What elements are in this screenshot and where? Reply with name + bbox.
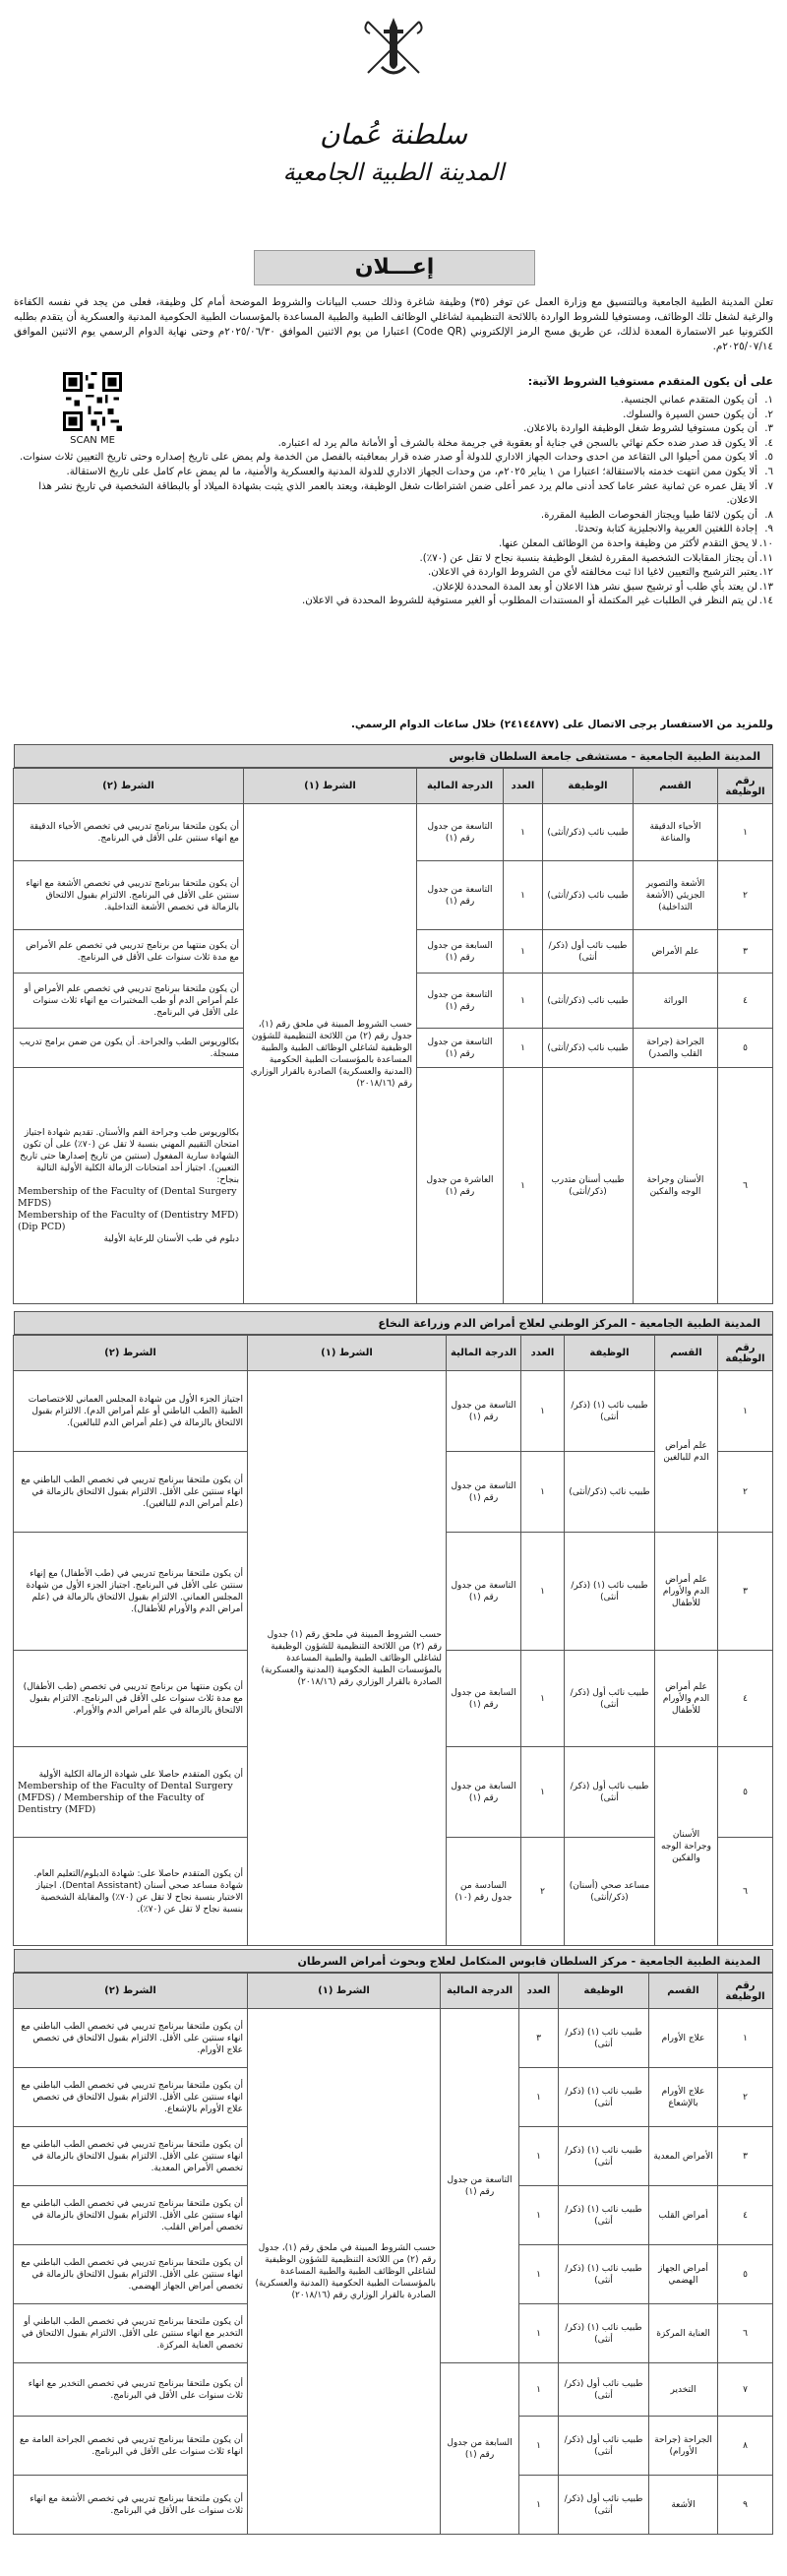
- job-number: ٩: [718, 2476, 773, 2535]
- condition-2-text: أن يكون ملتحقا ببرنامج تدريبي في تخصص الطب الباطني مع انهاء سنتين على الأقل. الالتزام بقبول الالتحاق بالزمالة في تخصص أمراض الجهاز الهضمي.: [21, 2257, 243, 2292]
- job-title: مساعد صحي (أسنان) (ذكر/أنثى): [565, 1838, 655, 1946]
- condition-2: [14, 1747, 248, 1838]
- conditions-list: [16, 394, 773, 609]
- job-count: ١: [504, 804, 543, 861]
- condition-text: ألا يكون ممن انتهت خدمته بالاستقالة؛ اعتبارا من ١ يناير ٢٠٢٥م، من وحدات الجهاز الاداري للدولة المدنية والعسكرية والأمنية، ما لم يمض عام كامل على تاريخ الاستقالة.: [66, 466, 757, 477]
- table-cancer-center: [14, 1949, 773, 2535]
- job-count: ٢: [521, 1838, 565, 1946]
- condition-2-english: Membership of the Faculty of (Dentistry MFD): [18, 1209, 239, 1221]
- condition-2: [14, 1371, 248, 1452]
- job-title: طبيب نائب (١) (ذكر/أنثى): [559, 2068, 649, 2127]
- department: الأسنان وجراحة الوجه والفكين: [655, 1747, 718, 1946]
- financial-grade: التاسعة من جدول رقم (١): [417, 804, 504, 861]
- condition-2: [14, 2476, 248, 2535]
- oman-emblem-icon: [354, 8, 433, 87]
- condition-1: حسب الشروط المبينة في ملحق رقم (١) جدول رقم (٢) من اللائحة التنظيمية للشؤون الوظيفية لشاغلي الوظائف الطبية والطبية المساعدة بالمؤسسات الطبية الحكومية (المدنية والعسكرية) الصادرة بالقرار الوزاري رقم (٢٠١٨/١٦): [248, 1371, 447, 1946]
- condition-number: ١١.: [758, 552, 773, 564]
- condition-item: [16, 552, 773, 567]
- condition-2: [14, 2186, 248, 2245]
- job-title: طبيب نائب أول (ذكر/أنثى): [559, 2363, 649, 2417]
- table-row: [14, 1371, 773, 1452]
- condition-item: [16, 537, 773, 552]
- department: الأسنان وجراحة الوجه والفكين: [634, 1068, 718, 1304]
- column-header: رقم الوظيفة: [718, 769, 773, 804]
- condition-2-english: (Dip PCD): [18, 1221, 66, 1232]
- condition-1: حسب الشروط المبينة في ملحق رقم (١)، جدول رقم (٢) من اللائحة التنظيمية للشؤون الوظيفية لشاغلي الوظائف الطبية والطبية المساعدة بالمؤسسات الطبية الحكومية (المدنية والعسكرية) الصادرة بالقرار الوزاري رقم (٢٠١٨/١٦): [244, 804, 417, 1304]
- condition-number: ٥.: [764, 452, 773, 464]
- job-number: ٦: [718, 1068, 773, 1304]
- job-count: ١: [504, 930, 543, 974]
- condition-item: [16, 566, 773, 581]
- condition-number: ٢.: [764, 408, 773, 420]
- condition-number: ١٤.: [758, 596, 773, 607]
- condition-text: أن يكون المتقدم عماني الجنسية.: [620, 395, 757, 406]
- financial-grade: التاسعة من جدول رقم (١): [447, 1452, 521, 1533]
- department: الأحياء الدقيقة والمناعة: [634, 804, 718, 861]
- department: علاج الأورام: [649, 2009, 718, 2068]
- column-header: الوظيفة: [565, 1336, 655, 1371]
- job-count: ١: [504, 861, 543, 930]
- job-count: ١: [521, 1651, 565, 1747]
- department: الوراثة: [634, 974, 718, 1029]
- job-number: ٥: [718, 2245, 773, 2304]
- department: علم الأمراض: [634, 930, 718, 974]
- job-count: ١: [519, 2363, 559, 2417]
- job-title: طبيب نائب أول (ذكر/أنثى): [543, 930, 634, 974]
- department: علم أمراض الدم للبالغين: [655, 1371, 718, 1533]
- job-title: طبيب نائب (١) (ذكر/أنثى): [559, 2127, 649, 2186]
- department: الأشعة والتصوير الجزيئي (الأشعة التداخلية): [634, 861, 718, 930]
- column-header: العدد: [519, 1974, 559, 2009]
- job-number: ١: [718, 1371, 773, 1452]
- condition-text: أن يجتاز المقابلات الشخصية المقررة لشغل الوظيفة بنسبة نجاح لا تقل عن (٧٠٪).: [419, 552, 757, 564]
- department: أمراض القلب: [649, 2186, 718, 2245]
- column-header: الوظيفة: [559, 1974, 649, 2009]
- condition-2-text: أن يكون منتهيا من برنامج تدريبي في تخصص علم الأمراض مع مدة ثلاث سنوات على الأقل في البرنامج.: [26, 940, 239, 963]
- department: الجراحة (جراحة القلب والصدر): [634, 1029, 718, 1068]
- condition-2-text: بكالوريوس طب وجراحة الفم والأسنان. تقديم شهادة اجتياز امتحان التقييم المهني بنسبة لا تقل عن (٧٠٪) على أن تكون الشهادة سارية المفعول (سنتين من تاريخ إصدارها حتى تاريخ التعيين). اجتياز أحد امتحانات الزمالة الكلية الأولية التالية بنجاح:: [20, 1127, 239, 1185]
- job-title: طبيب نائب (ذكر/أنثى): [543, 861, 634, 930]
- financial-grade: العاشرة من جدول رقم (١): [417, 1068, 504, 1304]
- condition-text: لن يتم النظر في الطلبات غير المكتملة أو المستندات المطلوب أو الغير مستوفية للشروط المحددة في الاعلان.: [301, 596, 757, 607]
- condition-text: يعتبر الترشيح والتعيين لاغيا اذا ثبت مخالفته لأي من الشروط الواردة في الاعلان.: [428, 567, 757, 579]
- job-count: ١: [519, 2417, 559, 2476]
- condition-item: [16, 437, 773, 452]
- column-header: القسم: [634, 769, 718, 804]
- job-count: ١: [504, 974, 543, 1029]
- condition-2-text: بكالوريوس الطب والجراحة. أن يكون من ضمن برامج تدريب مسجلة.: [19, 1037, 239, 1059]
- job-number: ٢: [718, 2068, 773, 2127]
- condition-number: ٧.: [764, 480, 773, 492]
- condition-number: ٨.: [764, 509, 773, 521]
- job-number: ٢: [718, 1452, 773, 1533]
- condition-text: إجادة اللغتين العربية والانجليزية كتابة وتحدثا.: [575, 524, 757, 535]
- department: العناية المركزة: [649, 2304, 718, 2363]
- job-number: ١: [718, 804, 773, 861]
- job-title: طبيب نائب (ذكر/أنثى): [565, 1452, 655, 1533]
- jobs-table: [13, 1335, 773, 1946]
- condition-2-text: أن يكون منتهيا من برنامج تدريبي في تخصص (طب الأطفال) مع مدة ثلاث سنوات على الأقل في البرنامج. الالتزام بقبول الالتحاق بالزمالة في علم أمراض الدم والأورام.: [23, 1681, 243, 1716]
- gov-subtitle: المدينة الطبية الجامعية: [282, 158, 505, 186]
- job-number: ٣: [718, 930, 773, 974]
- condition-2: [14, 974, 244, 1029]
- condition-2-english: Membership of the Faculty of (Dental Surgery MFDS): [18, 1185, 237, 1209]
- job-number: ٦: [718, 2304, 773, 2363]
- job-title: طبيب نائب (١) (ذكر/أنثى): [559, 2245, 649, 2304]
- condition-item: [16, 523, 773, 537]
- job-title: طبيب أسنان متدرب (ذكر/أنثى): [543, 1068, 634, 1304]
- job-number: ٤: [718, 1651, 773, 1747]
- condition-number: ٣.: [764, 423, 773, 435]
- financial-grade: السابعة من جدول رقم (١): [447, 1651, 521, 1747]
- financial-grade: التاسعة من جدول رقم (١): [417, 974, 504, 1029]
- column-header: الشرط (٢): [14, 769, 244, 804]
- condition-2-english: Membership of the Faculty of Dental Surgery (MFDS) / Membership of the Faculty of Dentistry (MFD): [18, 1780, 233, 1815]
- condition-2: [14, 2009, 248, 2068]
- job-number: ٢: [718, 861, 773, 930]
- job-title: طبيب نائب (١) (ذكر/أنثى): [565, 1371, 655, 1452]
- financial-grade: التاسعة من جدول رقم (١): [417, 1029, 504, 1068]
- column-header: الشرط (١): [248, 1336, 447, 1371]
- condition-2: [14, 1838, 248, 1946]
- condition-2-tail: دبلوم في طب الأسنان للرعاية الأولية: [103, 1233, 239, 1244]
- condition-number: ٩.: [764, 524, 773, 535]
- job-number: ٦: [718, 1838, 773, 1946]
- condition-1: حسب الشروط المبينة في ملحق رقم (١)، جدول رقم (٢) من اللائحة التنظيمية للشؤون الوظيفية لشاغلي الوظائف الطبية والطبية المساعدة بالمؤسسات الطبية الحكومية (المدنية والعسكرية) الصادرة بالقرار الوزاري رقم (٢٠١٨/١٦): [248, 2009, 441, 2535]
- column-header: الشرط (٢): [14, 1974, 248, 2009]
- condition-2-text: أن يكون ملتحقا ببرنامج تدريبي في تخصص الأشعة مع انهاء سنتين على الأقل في البرنامج. الالتزام بقبول الالتحاق بالزمالة في تخصص الأشعة التداخلية.: [26, 878, 239, 912]
- intro-paragraph: تعلن المدينة الطبية الجامعية وبالتنسيق مع وزارة العمل عن توفر (٣٥) وظيفة شاغرة وذلك حسب البيانات والشروط الموضحة أمام كل وظيفة، فعلى من يجد في نفسه الكفاءة والرغبة لشغل تلك الوظائف، ومستوفيا للشروط الواردة باللائحة التنظيمية لشاغلي الوظائف الطبية والطبية المساعدة بالمؤسسات الطبية الحكومية المدنية والعسكرية أن يتقدم بطلبه الكترونيا عبر الاستمارة المعدة لذلك، عن طريق مسح الرمز الإلكتروني (Code QR) اعتبارا من يوم الاثنين الموافق ٢٠٢٥/٠٦/٣٠م وحتى نهاية الدوام الرسمي يوم الاثنين الموافق ٢٠٢٥/٠٧/١٤م.: [14, 296, 773, 352]
- job-title: طبيب نائب أول (ذكر/أنثى): [565, 1747, 655, 1838]
- financial-grade: السابعة من جدول رقم (١): [417, 930, 504, 974]
- job-number: ٥: [718, 1747, 773, 1838]
- condition-text: ألا يكون ممن أحيلوا الى التقاعد من احدى وحدات الجهاز الاداري للدولة أو صدر ضده قرار بمعاقبته بالفصل من الخدمة ولم يمض على تاريخ إصداره وحتى تاريخ التعيين ثلاث سنوات.: [20, 452, 757, 464]
- department: علاج الأورام بالإشعاع: [649, 2068, 718, 2127]
- condition-number: ٦.: [764, 466, 773, 477]
- financial-grade: التاسعة من جدول رقم (١): [447, 1533, 521, 1651]
- header: [0, 8, 787, 126]
- condition-2-text: أن يكون ملتحقا ببرنامج تدريبي في تخصص الطب الباطني مع انهاء سنتين على الأقل. الالتزام بقبول الالتحاق في تخصص علاج الأورام بالإشعاع.: [21, 2080, 243, 2114]
- condition-item: [16, 466, 773, 480]
- column-header: الوظيفة: [543, 769, 634, 804]
- department: علم أمراض الدم والأورام للأطفال: [655, 1651, 718, 1747]
- condition-2-text: أن يكون ملتحقا ببرنامج تدريبي في تخصص الطب الباطني مع انهاء سنتين على الأقل. الالتزام بقبول الالتحاق بالزمالة في تخصص الأمراض المعدية.: [21, 2139, 243, 2173]
- job-count: ١: [519, 2476, 559, 2535]
- job-title: طبيب نائب أول (ذكر/أنثى): [559, 2417, 649, 2476]
- condition-2: [14, 1029, 244, 1068]
- column-header: الشرط (١): [244, 769, 417, 804]
- financial-grade: السادسة من جدول رقم (١٠): [447, 1838, 521, 1946]
- condition-2: [14, 2245, 248, 2304]
- job-number: ١: [718, 2009, 773, 2068]
- table-hematology-center: [14, 1311, 773, 1946]
- condition-item: [16, 394, 773, 408]
- condition-2-text: أن يكون ملتحقا ببرنامج تدريبي في تخصص الطب الباطني مع انهاء سنتين على الأقل. الالتزام بقبول الالتحاق بالزمالة في (علم أمراض الدم للبالغين).: [21, 1475, 243, 1509]
- condition-number: ١٣.: [758, 581, 773, 593]
- condition-item: [16, 408, 773, 423]
- condition-item: [16, 451, 773, 466]
- job-number: ٨: [718, 2417, 773, 2476]
- condition-2-text: أن يكون ملتحقا ببرنامج تدريبي في (طب الأطفال) مع إنهاء سنتين على الأقل في البرنامج. اجتياز الجزء الأول من شهادة المجلس العماني. الالتزام بقبول الالتحاق بالزمالة في (علم أمراض الدم والأورام للأطفال).: [26, 1568, 243, 1614]
- table-row: [14, 804, 773, 861]
- column-header: رقم الوظيفة: [718, 1336, 773, 1371]
- financial-grade: السابعة من جدول رقم (١): [441, 2363, 519, 2535]
- condition-2: [14, 2363, 248, 2417]
- table-title: المدينة الطبية الجامعية - مركز السلطان قابوس المتكامل لعلاج وبحوث أمراض السرطان: [14, 1949, 773, 1973]
- job-count: ١: [521, 1452, 565, 1533]
- condition-2: [14, 861, 244, 930]
- gov-title: سلطنة عُمان: [319, 118, 468, 151]
- column-header: الشرط (٢): [14, 1336, 248, 1371]
- condition-2: [14, 930, 244, 974]
- jobs-table: [13, 1973, 773, 2535]
- column-header: القسم: [649, 1974, 718, 2009]
- job-title: طبيب نائب (١) (ذكر/أنثى): [565, 1533, 655, 1651]
- contact-line: وللمزيد من الاستفسار يرجى الاتصال على (٢٤١٤٤٨٧٧) خلال ساعات الدوام الرسمي.: [350, 719, 773, 730]
- condition-text: أن يكون مستوفيا لشروط شغل الوظيفة الواردة بالاعلان.: [523, 423, 757, 435]
- job-count: ٣: [519, 2009, 559, 2068]
- scan-me-label: SCAN ME: [70, 435, 115, 446]
- condition-item: [16, 509, 773, 524]
- condition-2: [14, 1651, 248, 1747]
- condition-2-text: أن يكون ملتحقا ببرنامج تدريبي في تخصص الجراحة العامة مع انهاء ثلاث سنوات على الأقل في البرنامج.: [19, 2434, 243, 2457]
- condition-number: ١٠.: [758, 537, 773, 549]
- condition-text: أن يكون حسن السيرة والسلوك.: [623, 408, 757, 420]
- column-header: الدرجة المالية: [417, 769, 504, 804]
- condition-2-text: أن يكون المتقدم حاصلا على: شهادة الدبلوم/التعليم العام. شهادة مساعد صحي أسنان (Dental Assistant). اجتياز الاختبار بنسبة نجاح لا تقل عن (٧٠٪) والمقابلة الشخصية بنسبة نجاح لا تقل عن (٧٠٪).: [33, 1868, 243, 1915]
- job-count: ١: [519, 2186, 559, 2245]
- financial-grade: التاسعة من جدول رقم (١): [447, 1371, 521, 1452]
- condition-2: [14, 2068, 248, 2127]
- column-header: القسم: [655, 1336, 718, 1371]
- job-number: ٥: [718, 1029, 773, 1068]
- condition-number: ١٢.: [758, 567, 773, 579]
- table-title: المدينة الطبية الجامعية - المركز الوطني لعلاج أمراض الدم وزراعة النخاع: [14, 1311, 773, 1335]
- condition-number: ٤.: [764, 437, 773, 449]
- condition-2-text: أن يكون ملتحقا ببرنامج تدريبي في تخصص الأشعة مع انهاء ثلاث سنوات على الأقل في البرنامج.: [30, 2493, 243, 2516]
- table-squh: [14, 744, 773, 1304]
- column-header: العدد: [521, 1336, 565, 1371]
- job-number: ٤: [718, 974, 773, 1029]
- job-count: ١: [519, 2127, 559, 2186]
- condition-2-text: أن يكون ملتحقا ببرنامج تدريبي في تخصص الأحياء الدقيقة مع انهاء سنتين على الأقل في البرنامج.: [30, 821, 239, 844]
- table-title: المدينة الطبية الجامعية - مستشفى جامعة السلطان قابوس: [14, 744, 773, 768]
- job-number: ٣: [718, 2127, 773, 2186]
- condition-2-text: أن يكون المتقدم حاصلا على شهادة الزمالة الكلية الأولية: [38, 1769, 243, 1780]
- conditions-title: على أن يكون المتقدم مستوفيا الشروط الآتية:: [527, 375, 773, 388]
- job-title: طبيب نائب (ذكر/أنثى): [543, 1029, 634, 1068]
- condition-2-text: أن يكون ملتحقا ببرنامج تدريبي في تخصص الطب الباطني مع انهاء سنتين على الأقل. الالتزام بقبول الالتحاق في تخصص علاج الأورام.: [21, 2021, 243, 2055]
- job-title: طبيب نائب (ذكر/أنثى): [543, 804, 634, 861]
- job-count: ١: [521, 1371, 565, 1452]
- job-count: ١: [521, 1747, 565, 1838]
- department: التخدير: [649, 2363, 718, 2417]
- financial-grade: التاسعة من جدول رقم (١): [417, 861, 504, 930]
- job-title: طبيب نائب (١) (ذكر/أنثى): [559, 2304, 649, 2363]
- condition-2: [14, 2417, 248, 2476]
- job-count: ١: [504, 1068, 543, 1304]
- job-number: ٤: [718, 2186, 773, 2245]
- condition-number: ١.: [764, 395, 773, 406]
- column-header: الشرط (١): [248, 1974, 441, 2009]
- condition-item: [16, 422, 773, 437]
- financial-grade: التاسعة من جدول رقم (١): [441, 2009, 519, 2363]
- column-header: رقم الوظيفة: [718, 1974, 773, 2009]
- condition-2: [14, 804, 244, 861]
- department: أمراض الجهاز الهضمي: [649, 2245, 718, 2304]
- financial-grade: السابعة من جدول رقم (١): [447, 1747, 521, 1838]
- condition-text: أن يكون لائقا طبيا ويجتاز الفحوصات الطبية المقررة.: [540, 509, 757, 521]
- column-header: الدرجة المالية: [447, 1336, 521, 1371]
- job-count: ١: [519, 2068, 559, 2127]
- job-count: ١: [519, 2304, 559, 2363]
- condition-2-text: أن يكون ملتحقا ببرنامج تدريبي في تخصص التخدير مع انهاء ثلاث سنوات على الأقل في البرنامج.: [28, 2378, 243, 2401]
- condition-2: [14, 1452, 248, 1533]
- condition-2-text: أن يكون ملتحقا ببرنامج تدريبي في تخصص علم الأمراض أو علم أمراض الدم أو طب المختبرات مع انهاء ثلاث سنوات على الأقل في البرنامج.: [24, 983, 239, 1018]
- condition-text: ألا يقل عمره عن ثمانية عشر عاما كحد أدنى مالم يرد عمر أعلى ضمن اشتراطات شغل الوظيفة، ويعتد بالعمر الذي يثبت بشهادة الميلاد أو بالبطاقة الشخصية في تاريخ نشر هذا الاعلان.: [38, 480, 757, 507]
- condition-item: [16, 581, 773, 596]
- department: الأشعة: [649, 2476, 718, 2535]
- table-row: [14, 2009, 773, 2068]
- condition-text: لن يعتد بأي طلب أو ترشيح سبق نشر هذا الاعلان أو بعد المدة المحددة للإعلان.: [432, 581, 757, 593]
- condition-2-text: أن يكون ملتحقا ببرنامج تدريبي في تخصص الطب الباطني أو التخدير مع انهاء سنتين على الأقل. الالتزام بقبول الالتحاق في تخصص العناية المركزة.: [22, 2316, 243, 2351]
- announcement-title: إعـــلان: [254, 250, 535, 285]
- condition-2: [14, 1533, 248, 1651]
- condition-text: لا يحق التقدم لأكثر من وظيفة واحدة من الوظائف المعلن عنها.: [499, 537, 757, 549]
- condition-item: [16, 480, 773, 509]
- department: الجراحة (جراحة الأورام): [649, 2417, 718, 2476]
- job-title: طبيب نائب (١) (ذكر/أنثى): [559, 2186, 649, 2245]
- job-count: ١: [519, 2245, 559, 2304]
- job-title: طبيب نائب (ذكر/أنثى): [543, 974, 634, 1029]
- department: علم أمراض الدم والأورام للأطفال: [655, 1533, 718, 1651]
- condition-2: [14, 1068, 244, 1304]
- job-number: ٧: [718, 2363, 773, 2417]
- condition-2: [14, 2304, 248, 2363]
- condition-item: [16, 595, 773, 609]
- condition-text: ألا يكون قد صدر ضده حكم نهائي بالسجن في جناية أو بعقوبة في جريمة مخلة بالشرف أو الأمانة مالم يرد له اعتباره.: [277, 437, 757, 449]
- jobs-table: [13, 768, 773, 1304]
- job-title: طبيب نائب أول (ذكر/أنثى): [565, 1651, 655, 1747]
- condition-2-text: اجتياز الجزء الأول من شهادة المجلس العماني للاختصاصات الطبية (الطب الباطني أو علم أمراض الدم). الالتزام بقبول الالتحاق بالزمالة في (علم أمراض الدم للبالغين).: [28, 1394, 243, 1428]
- job-number: ٣: [718, 1533, 773, 1651]
- job-count: ١: [521, 1533, 565, 1651]
- condition-2: [14, 2127, 248, 2186]
- job-title: طبيب نائب أول (ذكر/أنثى): [559, 2476, 649, 2535]
- job-title: طبيب نائب (١) (ذكر/أنثى): [559, 2009, 649, 2068]
- department: الأمراض المعدية: [649, 2127, 718, 2186]
- job-count: ١: [504, 1029, 543, 1068]
- condition-2-text: أن يكون ملتحقا ببرنامج تدريبي في تخصص الطب الباطني مع انهاء سنتين على الأقل. الالتزام بقبول الالتحاق بالزمالة في تخصص أمراض القلب.: [21, 2198, 243, 2232]
- column-header: الدرجة المالية: [441, 1974, 519, 2009]
- column-header: العدد: [504, 769, 543, 804]
